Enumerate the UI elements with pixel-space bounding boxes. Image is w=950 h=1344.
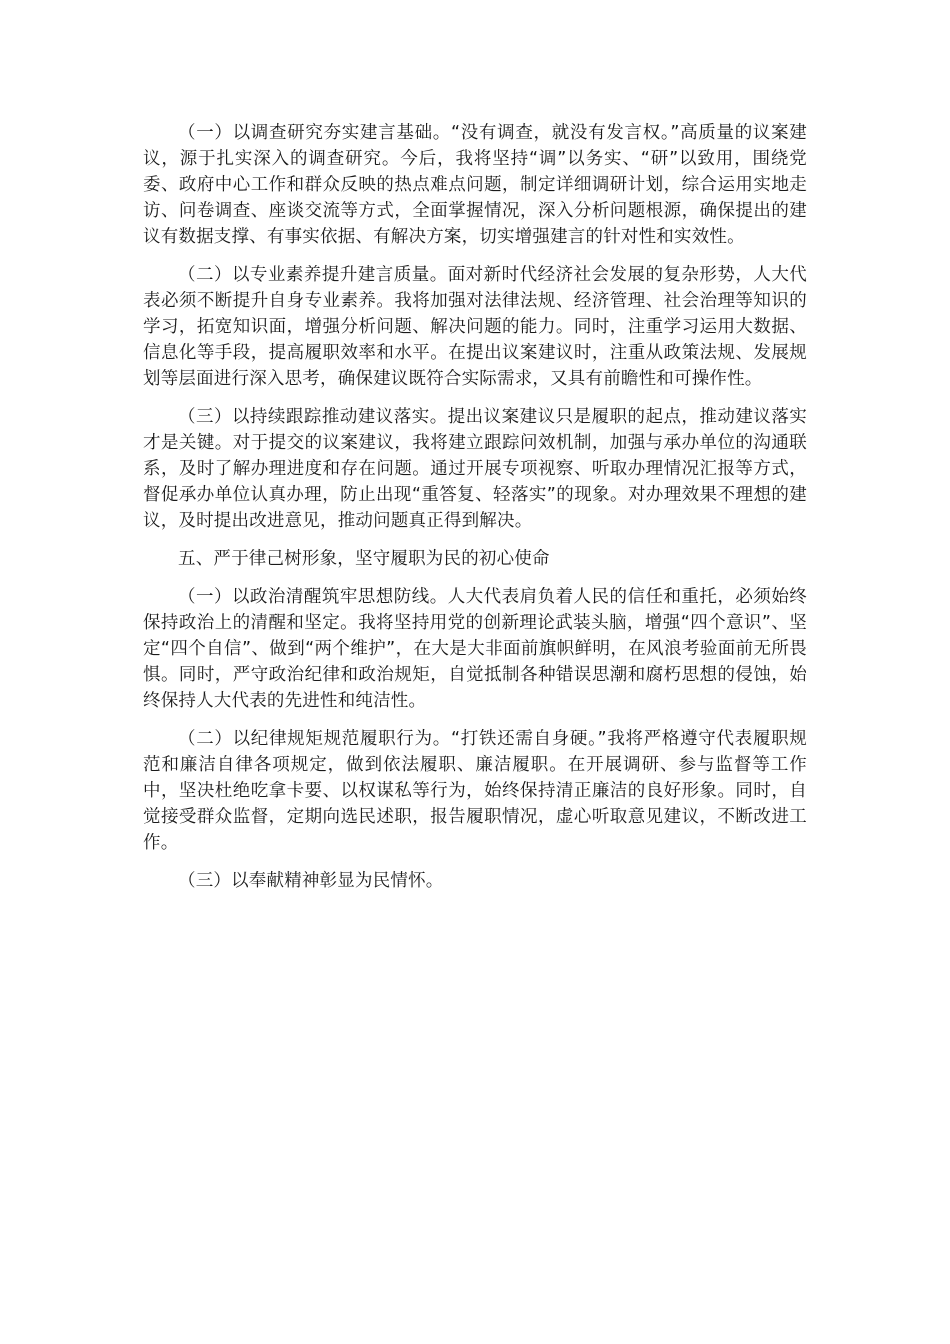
paragraph-political: （一）以政治清醒筑牢思想防线。人大代表肩负着人民的信任和重托，必须始终保持政治上的清醒和坚定。我将坚持用党的创新理论武装头脑，增强“四个意识”、坚定“四个自信”、做到“两个维护”，在大是大非面前旗帜鲜明，在风浪考验面前无所畏惧。同时，严守政治纪律和政治规矩，自觉抵制各种错误思潮和腐朽思想的侵蚀，始终保持人大代表的先进性和纯洁性。 [143,587,807,711]
paragraph-follow-up: （三）以持续跟踪推动建议落实。提出议案建议只是履职的起点，推动建议落实才是关键。对于提交的议案建议，我将建立跟踪问效机制，加强与承办单位的沟通联系，及时了解办理进度和存在问题。通过开展专项视察、听取办理情况汇报等方式，督促承办单位认真办理，防止出现“重答复、轻落实”的现象。对办理效果不理想的建议，及时提出改进意见，推动问题真正得到解决。 [143,407,807,531]
section-heading-five: 五、严于律己树形象，坚守履职为民的初心使命 [178,549,550,569]
paragraph-professional: （二）以专业素养提升建言质量。面对新时代经济社会发展的复杂形势，人大代表必须不断提升自身专业素养。我将加强对法律法规、经济管理、社会治理等知识的学习，拓宽知识面，增强分析问题、解决问题的能力。同时，注重学习运用大数据、信息化等手段，提高履职效率和水平。在提出议案建议时，注重从政策法规、发展规划等层面进行深入思考，确保建议既符合实际需求，又具有前瞻性和可操作性。 [143,265,807,389]
paragraph-dedication: （三）以奉献精神彰显为民情怀。 [178,871,444,891]
paragraph-research: （一）以调查研究夯实建言基础。“没有调查，就没有发言权。”高质量的议案建议，源于扎实深入的调查研究。今后，我将坚持“调”以务实、“研”以致用，围绕党委、政府中心工作和群众反映的热点难点问题，制定详细调研计划，综合运用实地走访、问卷调查、座谈交流等方式，全面掌握情况，深入分析问题根源，确保提出的建议有数据支撑、有事实依据、有解决方案，切实增强建言的针对性和实效性。 [143,123,807,247]
paragraph-discipline: （二）以纪律规矩规范履职行为。“打铁还需自身硬。”我将严格遵守代表履职规范和廉洁自律各项规定，做到依法履职、廉洁履职。在开展调研、参与监督等工作中，坚决杜绝吃拿卡要、以权谋私等行为，始终保持清正廉洁的良好形象。同时，自觉接受群众监督，定期向选民述职，报告履职情况，虚心听取意见建议，不断改进工作。 [143,729,807,853]
document-body [143,120,807,906]
